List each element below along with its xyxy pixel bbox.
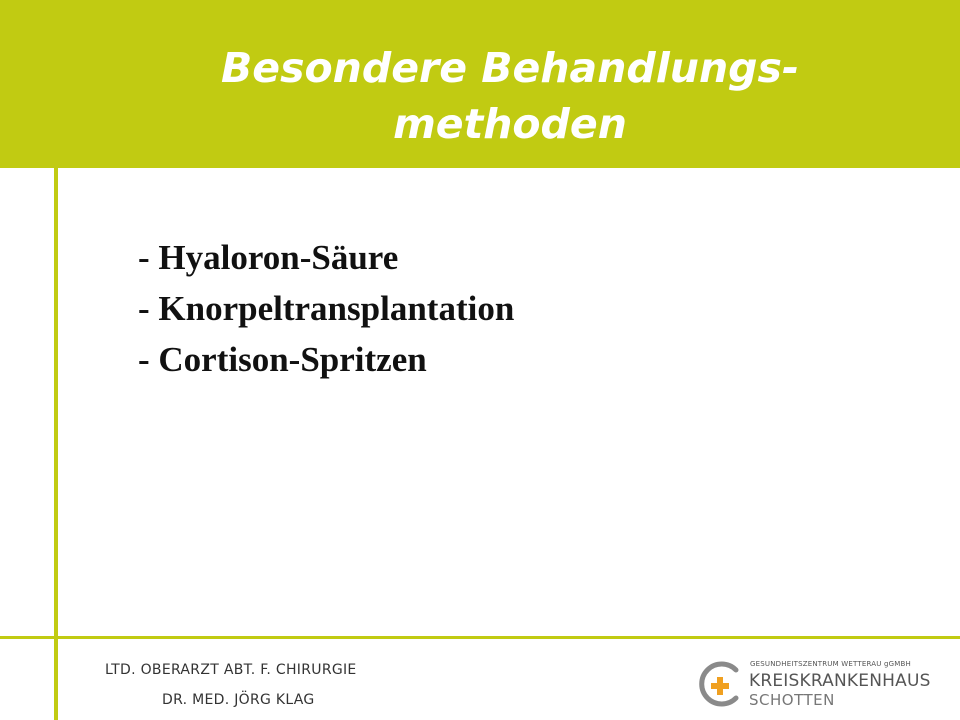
slide-title <box>130 40 890 152</box>
footer-author: DR. MED. JÖRG KLAG <box>162 692 315 708</box>
bullet-item: - Cortison-Spritzen <box>138 340 427 379</box>
header-banner <box>0 0 960 168</box>
bullet-item: - Knorpeltransplantation <box>138 289 515 328</box>
bullet-list <box>138 232 514 385</box>
logo-g-cross-icon <box>694 656 746 712</box>
logo-name: KREISKRANKENHAUS <box>749 671 931 691</box>
slide-title-line1: Besondere Behandlungs- <box>221 44 799 92</box>
logo-city: SCHOTTEN <box>749 691 835 709</box>
logo-organization: GESUNDHEITSZENTRUM WETTERAU gGMBH <box>750 660 911 668</box>
footer-department: LTD. OBERARZT ABT. F. CHIRURGIE <box>105 662 357 678</box>
slide-title-line2: methoden <box>393 100 627 148</box>
horizontal-divider <box>0 636 960 639</box>
bullet-item: - Hyaloron-Säure <box>138 238 399 277</box>
hospital-logo <box>694 656 934 712</box>
